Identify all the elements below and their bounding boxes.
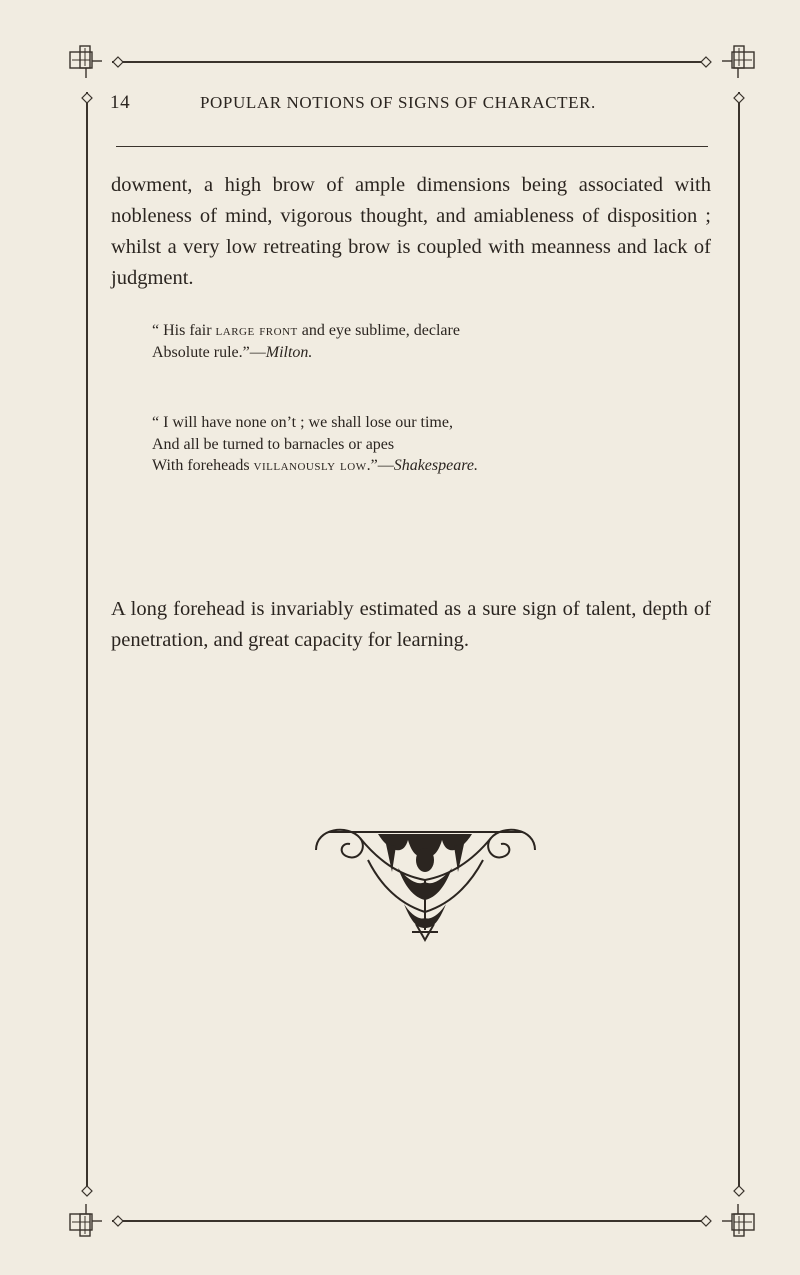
diamond-right-top-icon — [733, 92, 745, 104]
quote-milton — [152, 320, 712, 363]
frame-right-line — [738, 92, 740, 1194]
quote-author: Milton. — [265, 343, 313, 361]
quote-small-caps: large front — [215, 322, 298, 339]
diamond-top-left-icon — [112, 56, 124, 68]
diamond-left-top-icon — [81, 92, 93, 104]
quote-shakespeare-line-2: And all be turned to barnacles or apes — [152, 435, 395, 453]
running-header — [110, 92, 700, 120]
corner-ornament-bottom-left-icon — [68, 1204, 102, 1238]
header-rule — [116, 146, 708, 147]
tailpiece-ornament-icon — [308, 820, 543, 945]
quote-shakespeare-line-3 — [152, 455, 712, 477]
quote-milton-line-1 — [152, 320, 712, 342]
quote-author: Shakespeare. — [393, 457, 478, 474]
corner-ornament-bottom-right-icon — [722, 1204, 756, 1238]
corner-ornament-top-left-icon — [68, 44, 102, 78]
diamond-left-bottom-icon — [81, 1185, 93, 1197]
quote-text: “ His fair — [152, 322, 216, 339]
corner-ornament-top-right-icon — [722, 44, 756, 78]
diamond-top-right-icon — [700, 56, 712, 68]
frame-bottom-line — [112, 1220, 702, 1222]
quote-small-caps: villanously low — [253, 457, 367, 474]
page-number: 14 — [110, 92, 131, 113]
quote-milton-line-2 — [152, 342, 712, 364]
diamond-right-bottom-icon — [733, 1185, 745, 1197]
frame-left-line — [86, 92, 88, 1194]
quote-shakespeare — [152, 412, 712, 477]
quote-text: With foreheads — [152, 457, 254, 474]
quote-text: and eye sublime, declare — [297, 322, 460, 339]
quote-text: .”— — [366, 457, 394, 474]
frame-top-line — [112, 61, 702, 63]
quote-shakespeare-line-1: “ I will have none on’t ; we shall lose our time, — [152, 414, 453, 431]
diamond-bottom-left-icon — [112, 1215, 124, 1227]
diamond-bottom-right-icon — [700, 1215, 712, 1227]
running-head-title: POPULAR NOTIONS OF SIGNS OF CHARACTER. — [200, 93, 596, 112]
paragraph-closing: A long forehead is invariably estimated as a sure sign of talent, depth of penetration, and great capacity for learning. — [111, 598, 711, 651]
paragraph-continuation: dowment, a high brow of ample dimensions being associated with nobleness of mind, vigorous thought, and amiableness of disposition ; whilst a very low retreating brow is coupled with meanness and lack of judgment. — [111, 174, 711, 289]
quote-text: Absolute rule.”— — [152, 343, 266, 361]
